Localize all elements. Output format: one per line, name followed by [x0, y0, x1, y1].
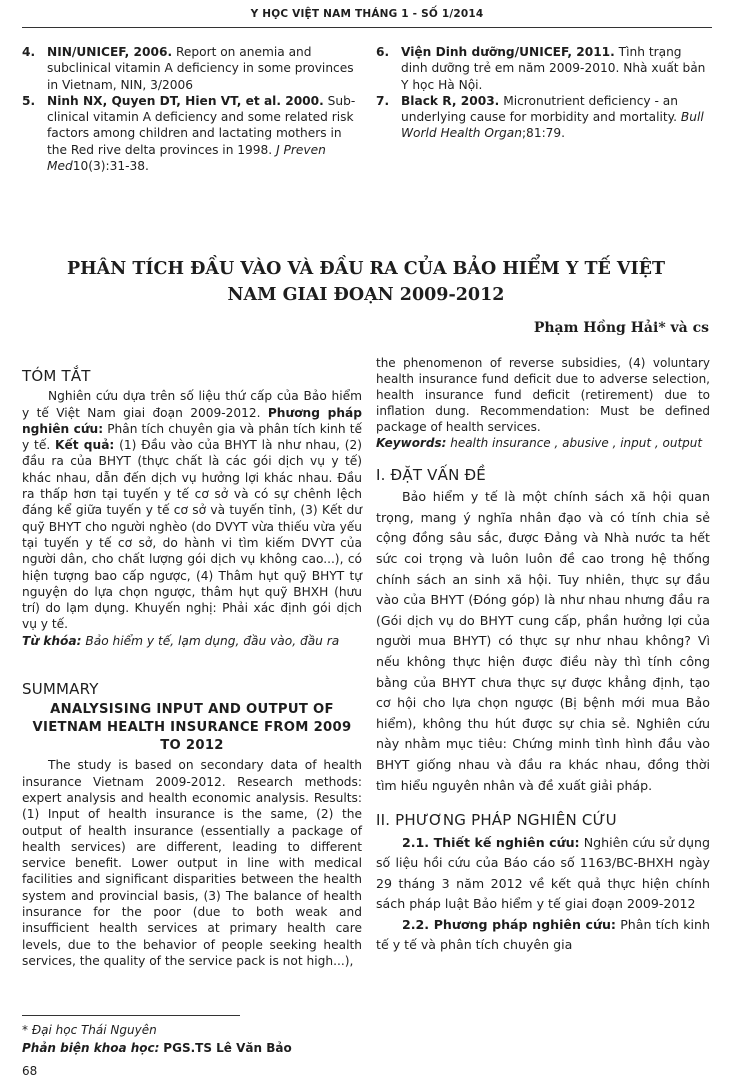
reference-text: Sub-clinical vitamin A deficiency and some related risk factors among children and lactating mothers in the Red rive delta provinces in 1998.	[47, 93, 356, 157]
reference-item	[376, 44, 710, 93]
reference-rest: ;81:79.	[521, 126, 566, 141]
results-text: (1) Đầu vào của BHYT là như nhau, (2) đầu ra của BHYT (thực chất là các gói dịch vụ y tế) khác nhau, dẫn đến dịch vụ hưởng lợi khác nhau. Đầu ra thấp hơn tại tuyến y tế cơ sở và có sự chênh lệch đáng kể giữa tuyến y tế cơ sở và tuyến tỉnh, (3) Kết dư quỹ BHYT cho người nghèo (do DVYT vừa thiếu vừa yếu tại tuyến y tế cơ sở, do hành vi tìm kiếm DVYT của người dân, cho chất lượng gói dịch vụ không cao...), có hiện tượng bao cấp ngược, (4) Thâm hụt quỹ BHYT tự nguyện do lựa chọn ngược, thâm hụt quỹ BHXH (hưu trí) do lạm dụng. Khuyến nghị: Phải xác định gói dịch vụ y tế.	[22, 438, 362, 632]
reference-authors: NIN/UNICEF, 2006.	[47, 45, 173, 59]
running-header: Y HỌC VIỆT NAM THÁNG 1 - SỐ 1/2014	[250, 8, 484, 20]
references-right	[376, 44, 710, 142]
tomtat-paragraph	[22, 388, 362, 632]
reference-rest: 10(3):31-38.	[72, 159, 149, 174]
references-left	[22, 44, 360, 174]
section2-2-text: Phân tích kinh tế y tế và phân tích chuyên gia	[376, 916, 710, 953]
reference-text: Tình trạng dinh dưỡng trẻ em năm 2009-2010. Nhà xuất bản Y học Hà Nội.	[401, 45, 706, 92]
left-column	[22, 368, 362, 969]
summary-paragraph-continued: the phenomenon of reverse subsidies, (4) voluntary health insurance fund deficit due to adverse selection, health insurance fund deficit (retirement) due to inflation dung. Recommendation: Must be defined package of health services.	[376, 356, 710, 434]
reviewer-name: PGS.TS Lê Văn Bảo	[163, 1041, 292, 1055]
summary-heading: SUMMARY	[22, 680, 99, 699]
keywords-label: Từ khóa:	[22, 633, 82, 648]
tomtat-intro: Nghiên cứu dựa trên số liệu thứ cấp của Bảo hiểm y tế Việt Nam giai đoạn 2009-2012.	[22, 389, 362, 420]
reference-item	[376, 93, 710, 142]
article-author: Phạm Hồng Hải* và cs	[533, 320, 709, 336]
footnote-rule	[22, 1015, 240, 1016]
reference-text: Report on anemia and subclinical vitamin A deficiency in some provinces in Vietnam, NIN, 3/2006	[47, 45, 354, 92]
section2-heading: II. PHƯƠNG PHÁP NGHIÊN CỨU	[376, 811, 617, 830]
footnote	[22, 1021, 292, 1057]
keywords-text: health insurance , abusive , input , output	[450, 436, 703, 450]
methods-text: Phân tích chuyên gia và phân tích kinh tế y tế.	[22, 421, 362, 453]
reference-item	[22, 93, 360, 174]
reference-number: 6.	[376, 45, 390, 59]
reference-authors: Ninh NX, Quyen DT, Hien VT, et al. 2000.	[47, 93, 324, 108]
reference-number: 4.	[22, 45, 36, 59]
summary-keywords	[376, 435, 710, 451]
keywords-label: Keywords:	[376, 436, 447, 450]
reference-number: 7.	[376, 93, 390, 108]
page-number: 68	[22, 1064, 38, 1078]
reference-authors: Viện Dinh dưỡng/UNICEF, 2011.	[401, 45, 615, 59]
reference-item	[22, 44, 360, 93]
tomtat-heading: TÓM TẮT	[22, 367, 91, 385]
reference-journal: Bull World Health Organ	[401, 110, 704, 141]
methods-label: Phương pháp nghiên cứu:	[22, 405, 362, 436]
summary-title: ANALYSISING INPUT AND OUTPUT OF VIETNAM HEALTH INSURANCE FROM 2009 TO 2012	[32, 702, 352, 754]
keywords-text: Bảo hiểm y tế, lạm dụng, đầu vào, đầu ra	[85, 633, 340, 648]
article-title: PHÂN TÍCH ĐẦU VÀO VÀ ĐẦU RA CỦA BẢO HIỂM Y TẾ VIỆT NAM GIAI ĐOẠN 2009-2012	[66, 259, 666, 305]
section2-1-paragraph	[376, 833, 710, 915]
section1-paragraph: Bảo hiểm y tế là một chính sách xã hội quan trọng, mang ý nghĩa nhân đạo và có tính chia sẻ cộng đồng sâu sắc, được Đảng và Nhà nước ta hết sức coi trọng và luôn luôn đề cao trong hệ thống chính sách an sinh xã hội. Tuy nhiên, thực sự đầu vào của BHYT (Đóng góp) là như nhau nhưng đầu ra (Gói dịch vụ do BHYT cung cấp, phần hưởng lợi của người mua BHYT) có thực sự như nhau không? Vì nếu không thực hiện được điều này thì tính công bằng của BHYT chưa thực sự được khẳng định, tạo cơ hội cho lựa chọn ngược (Bị bệnh mới mua Bảo hiểm), không thu hút được sự chia sẻ. Nghiên cứu này nhằm mục tiêu: Chứng minh tình hình đầu vào BHYT giống nhau và đầu ra khác nhau, đồng thời tìm hiểu nguyên nhân và đề xuất giải pháp.	[376, 489, 710, 793]
reviewer-label: Phản biện khoa học:	[22, 1041, 160, 1055]
section2-2-paragraph	[376, 915, 710, 956]
section2-2-label: 2.2. Phương pháp nghiên cứu:	[402, 916, 616, 932]
right-column	[376, 355, 710, 956]
reference-text: Micronutrient deficiency - an underlying cause for morbidity and mortality.	[401, 93, 678, 125]
results-label: Kết quả:	[55, 438, 115, 453]
reference-number: 5.	[22, 93, 36, 108]
header-rule	[22, 27, 712, 28]
section2-1-text: Nghiên cứu sử dụng số liệu hồi cứu của Báo cáo số 1163/BC-BHXH ngày 29 tháng 3 năm 2012 về kết quả thực hiện chính sách pháp luật Bảo hiểm y tế giai đoạn 2009-2012	[376, 834, 710, 912]
section2-1-label: 2.1. Thiết kế nghiên cứu:	[402, 834, 580, 850]
footnote-affiliation: * Đại học Thái Nguyên	[22, 1023, 157, 1037]
tomtat-keywords	[22, 633, 362, 649]
reference-journal: J Preven Med	[47, 142, 326, 174]
section1-heading: I. ĐẶT VẤN ĐỀ	[376, 466, 486, 484]
summary-paragraph: The study is based on secondary data of health insurance Vietnam 2009-2012. Research methods: expert analysis and health economic analysis. Results: (1) Input of health insurance is the same, (2) the output of health insurance (essentially a package of health services) are different, leading to different service benefit. Lower output in line with medical facilities and significant disparities between the health system and provincial basis, (3) The balance of health insurance for the poor (due to both weak and insufficient health services at primary health care levels, due to the behavior of people seeking health services, the quality of the service pack is not high...),	[22, 758, 362, 968]
reference-authors: Black R, 2003.	[401, 93, 500, 108]
